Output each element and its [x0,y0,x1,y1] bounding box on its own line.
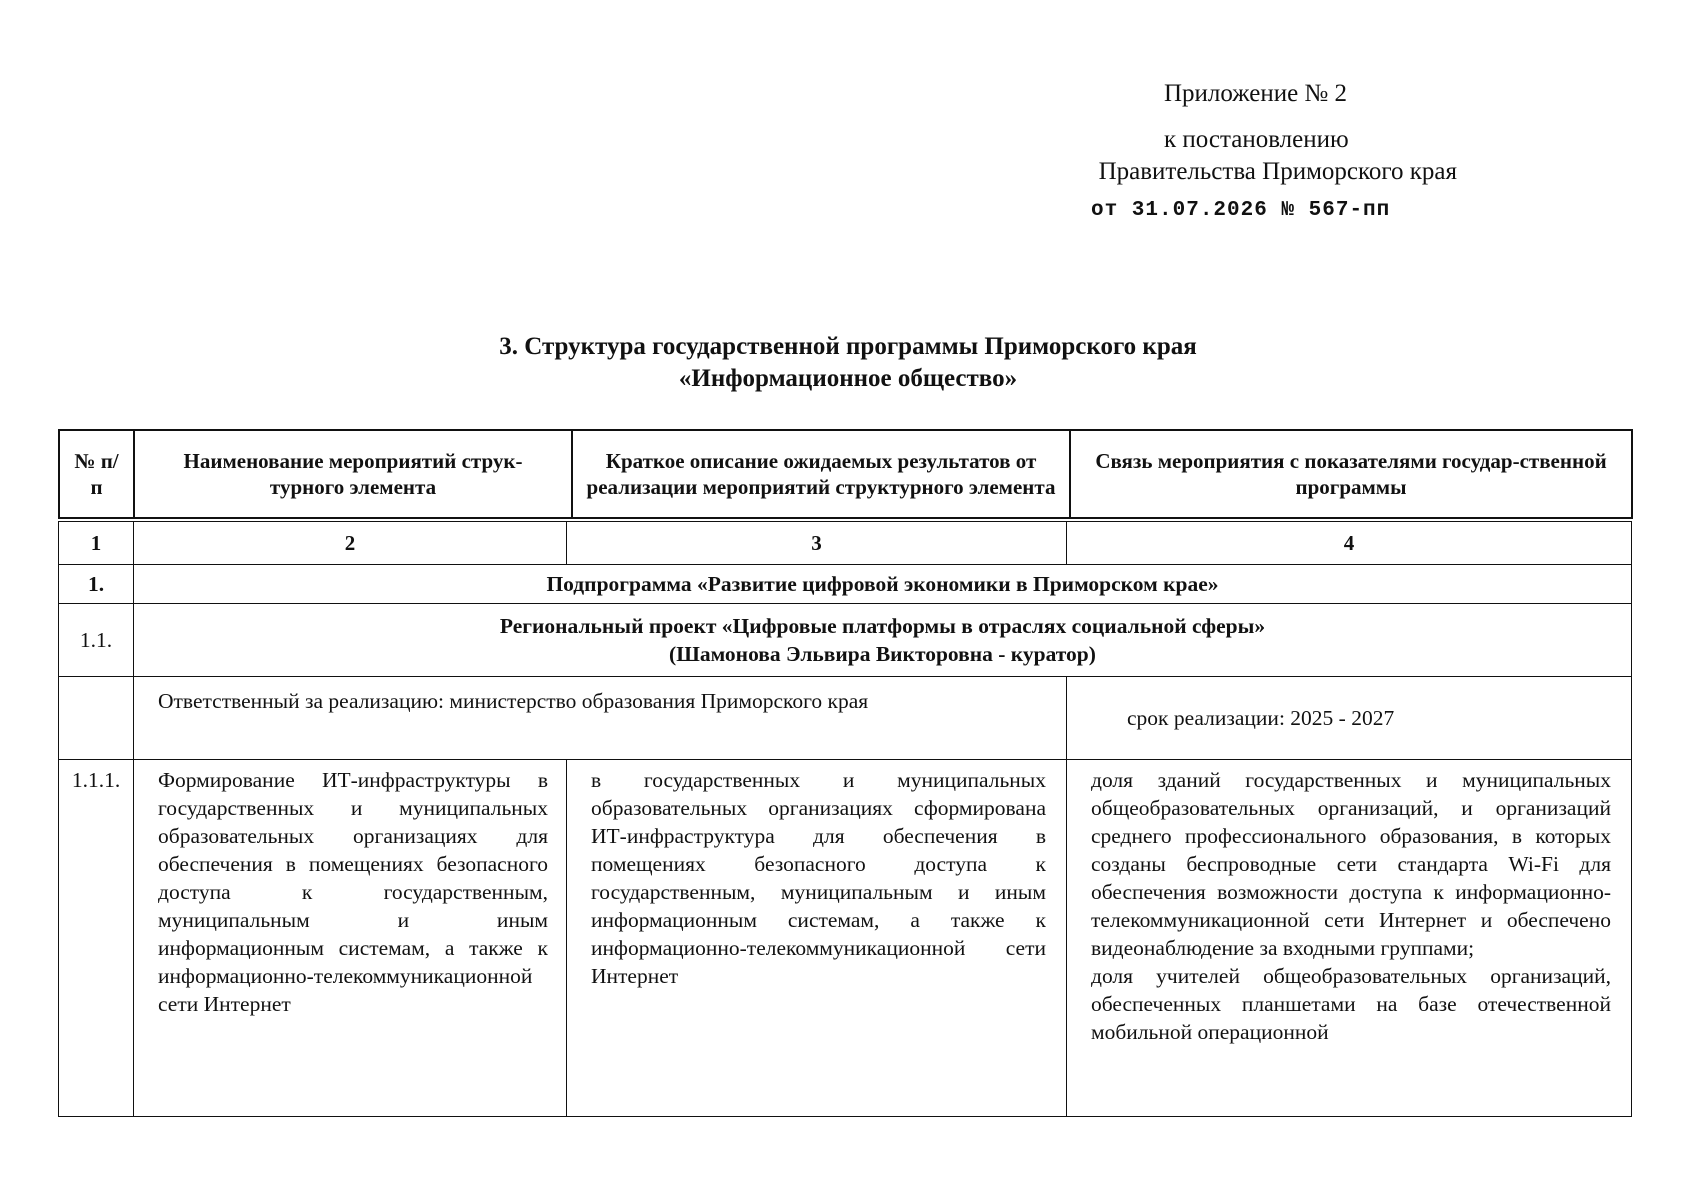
indicator-2: доля учителей общеобразовательных организаций, обеспеченных планшетами на базе отечественной мобильной операционной [1091,964,1611,1044]
column-number-row [59,522,1632,565]
project-row [59,604,1632,677]
indicator-1: доля зданий государственных и муниципальных общеобразовательных организаций, и организаций среднего профессионального образования, в которых созданы беспроводные сети стандарта Wi-Fi для обеспечения возможности доступа к информационно-телекоммуникационной сети Интернет и обеспечено видеонаблюдение за входными группами; [1091,768,1611,960]
measure-number: 1.1.1. [59,760,134,1117]
header-expected-results: Краткое описание ожидаемых результатов от реализации мероприятий структурного элемента [572,430,1070,518]
indicator-link [1067,760,1632,1117]
header-number: № п/п [59,430,134,518]
project-title-line1: Региональный проект «Цифровые платформы в отраслях социальной сферы» [499,614,1266,638]
annex-title: Приложение № 2 [1164,80,1348,107]
header-measure-name: Наименование мероприятий струк-турного элемента [134,430,572,518]
section-row [59,565,1632,604]
column-number-2: 2 [134,522,567,565]
header-indicator-link: Связь мероприятия с показателями государ-ственной программы [1070,430,1632,518]
document-title [0,331,1696,395]
implementation-term: срок реализации: 2025 - 2027 [1067,677,1632,760]
document-title-line1: 3. Структура государственной программы Приморского края [499,333,1197,360]
project-title [134,604,1632,677]
section-number: 1. [59,565,134,604]
column-number-3: 3 [567,522,1067,565]
responsibility-row [59,677,1632,760]
column-number-4: 4 [1067,522,1632,565]
structure-table-header [58,429,1633,519]
section-title: Подпрограмма «Развитие цифровой экономики в Приморском крае» [134,565,1632,604]
project-number: 1.1. [59,604,134,677]
column-number-1: 1 [59,522,134,565]
responsibility-empty-cell [59,677,134,760]
responsible-executor-text: Ответственный за реализацию: министерство образования Приморского края [158,689,869,713]
table-row [59,760,1632,1117]
decree-date-number: от 31.07.2026 № 567-пп [1091,199,1391,222]
structure-table [58,521,1632,1117]
responsible-executor [134,677,1067,760]
project-title-line2: (Шамонова Эльвира Викторовна - куратор) [669,642,1096,666]
annex-reference-line1: к постановлению [1164,126,1349,153]
expected-result: в государственных и муниципальных образовательных организациях сформирована ИТ-инфраструктура для обеспечения в помещениях безопасного доступа к государственным, муниципальным и иным информационным системам, а также к информационно-телекоммуникационной сети Интернет [567,760,1067,1117]
annex-reference-line2: Правительства Приморского края [1098,158,1457,185]
document-title-line2: «Информационное общество» [678,365,1018,392]
measure-name: Формирование ИТ-инфраструктуры в государственных и муниципальных образовательных организациях для обеспечения в помещениях безопасного доступа к государственным, муниципальным и иным информационным системам, а также к информационно-телекоммуникационной сети Интернет [134,760,567,1117]
